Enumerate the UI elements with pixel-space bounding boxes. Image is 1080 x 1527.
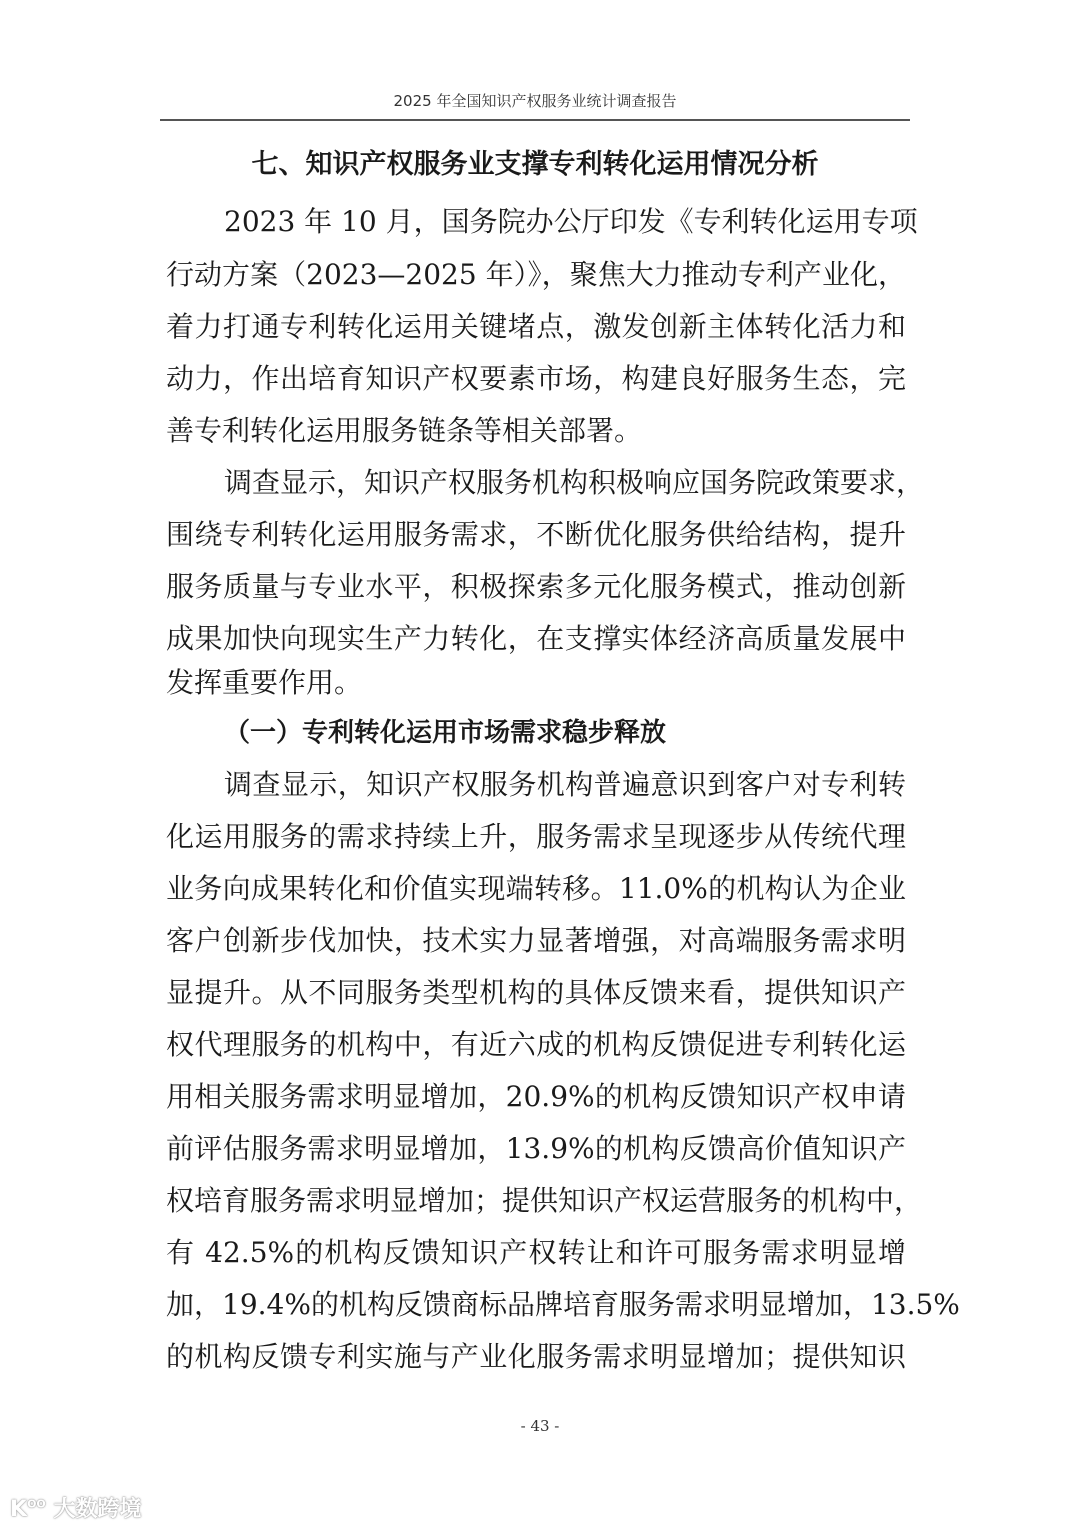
text-line: 成果加快向现实生产力转化，在支撑实体经济高质量发展中 [166, 622, 906, 655]
text-line: 动力，作出培育知识产权要素市场，构建良好服务生态，完 [166, 362, 906, 395]
text-line: 调查显示，知识产权服务机构普遍意识到客户对专利转 [224, 768, 906, 801]
text-line: 业务向成果转化和价值实现端转移。11.0%的机构认为企业 [166, 872, 906, 905]
header-rule [160, 119, 910, 121]
text-line: 2023 年 10 月，国务院办公厅印发《专利转化运用专项 [224, 205, 918, 238]
text-line: 前评估服务需求明显增加，13.9%的机构反馈高价值知识产 [166, 1132, 906, 1165]
text-line: 发挥重要作用。 [166, 666, 363, 699]
text-line: 的机构反馈专利实施与产业化服务需求明显增加；提供知识 [166, 1340, 906, 1373]
text-line: 权培育服务需求明显增加；提供知识产权运营服务的机构中， [166, 1184, 923, 1217]
text-line: 着力打通专利转化运用关键堵点，激发创新主体转化活力和 [166, 310, 906, 343]
text-line: 有 42.5%的机构反馈知识产权转让和许可服务需求明显增 [166, 1236, 906, 1269]
watermark-logo: $K^{OO}$ 大数跨境 [10, 1497, 142, 1522]
text-line: 用相关服务需求明显增加，20.9%的机构反馈知识产权申请 [166, 1080, 906, 1113]
page-number: - 43 - [520, 1417, 560, 1435]
text-line: 加，19.4%的机构反馈商标品牌培育服务需求明显增加，13.5% [166, 1288, 960, 1321]
subsection-heading: （一）专利转化运用市场需求稳步释放 [224, 718, 667, 748]
text-line: 化运用服务的需求持续上升，服务需求呈现逐步从传统代理 [166, 820, 906, 853]
text-line: 善专利转化运用服务链条等相关部署。 [166, 414, 643, 447]
text-line: 调查显示，知识产权服务机构积极响应国务院政策要求， [224, 466, 925, 499]
text-line: 服务质量与专业水平，积极探索多元化服务模式，推动创新 [166, 570, 906, 603]
text-line: 显提升。从不同服务类型机构的具体反馈来看，提供知识产 [166, 976, 906, 1009]
text-line: 权代理服务的机构中，有近六成的机构反馈促进专利转化运 [166, 1028, 906, 1061]
text-line: 行动方案（2023—2025 年）》，聚焦大力推动专利产业化， [166, 258, 906, 291]
text-line: 围绕专利转化运用服务需求，不断优化服务供给结构，提升 [166, 518, 906, 551]
section-title: 七、知识产权服务业支撑专利转化运用情况分析 [251, 149, 819, 180]
text-line: 客户创新步伐加快，技术实力显著增强，对高端服务需求明 [166, 924, 906, 957]
running-header: 2025 年全国知识产权服务业统计调查报告 [393, 92, 677, 110]
watermark-text: 大数跨境 [53, 1497, 142, 1522]
